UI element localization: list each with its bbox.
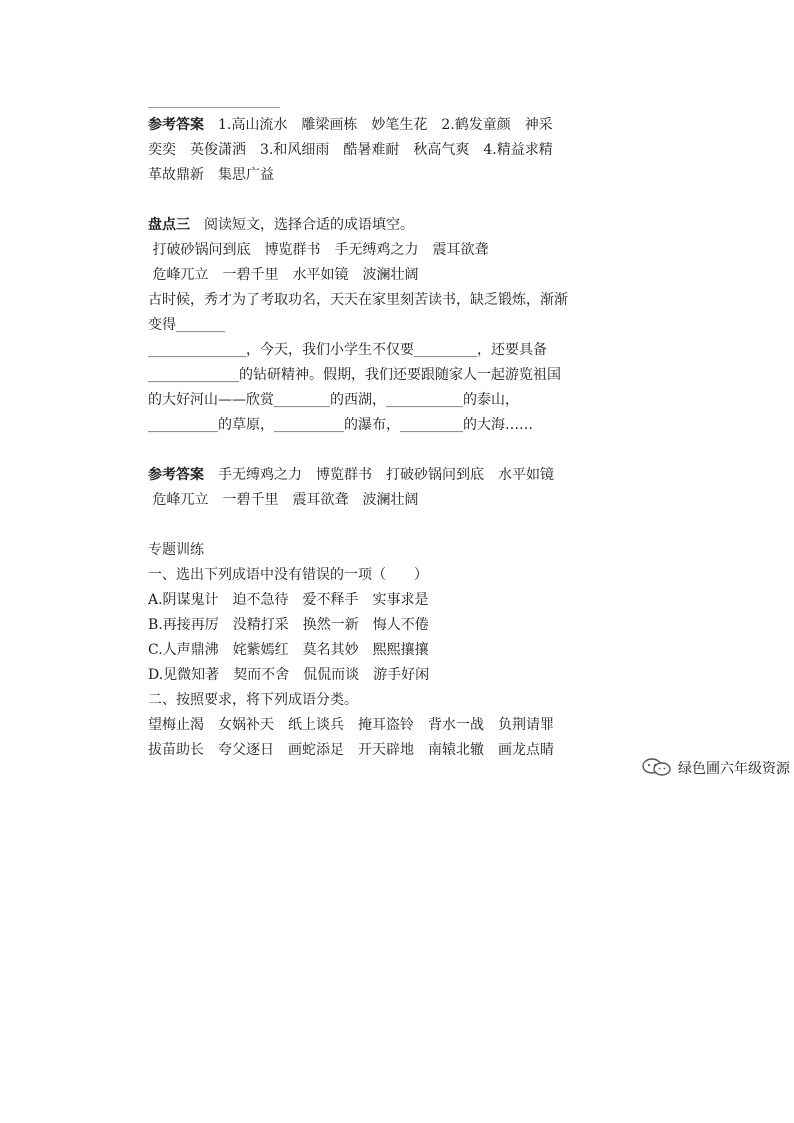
- document-body: [148, 113, 628, 763]
- answer2-label: 参考答案: [148, 467, 204, 483]
- idioms-line1: 望梅止渴 女娲补天 纸上谈兵 掩耳盗铃 背水一战 负荆请罪: [148, 717, 554, 733]
- training-title: 专题训练: [148, 542, 204, 558]
- passage-line: 的大好河山——欣赏________的西湖，___________的泰山，: [148, 392, 519, 408]
- idioms-line2: 拔苗助长 夸父逐日 画蛇添足 开天辟地 南辕北辙 画龙点睛: [148, 742, 554, 758]
- word-bank-line1: 打破砂锅问到底 博览群书 手无缚鸡之力 震耳欲聋: [148, 242, 489, 258]
- word-bank-line2: 危峰兀立 一碧千里 水平如镜 波澜壮阔: [148, 267, 419, 283]
- answer1-label: 参考答案: [148, 117, 204, 133]
- section3-label: 盘点三: [148, 217, 190, 233]
- question-2: 二、按照要求，将下列成语分类。: [148, 692, 358, 708]
- answer1-line3: 革故鼎新 集思广益: [148, 167, 274, 183]
- option-c: C.人声鼎沸 姹紫嫣红 莫名其妙 熙熙攘攘: [148, 642, 429, 658]
- answer2-line1: 参考答案 手无缚鸡之力 博览群书 打破砂锅问到底 水平如镜: [148, 467, 554, 483]
- answer1-line2: 奕奕 英俊潇洒 3.和风细雨 酷暑难耐 秋高气爽 4.精益求精: [148, 142, 553, 158]
- watermark-text: 绿色圃六年级资源: [678, 761, 790, 777]
- passage-line: 古时候，秀才为了考取功名，天天在家里刻苦读书，缺乏锻炼，渐渐: [148, 292, 568, 308]
- passage-line: __________的草原，__________的瀑布，_________的大海……: [148, 417, 533, 433]
- passage-line: _____________的钻研精神。假期，我们还要跟随家人一起游览祖国: [148, 367, 561, 383]
- option-b: B.再接再厉 没精打采 换然一新 悔人不倦: [148, 617, 429, 633]
- header-rule: [148, 107, 280, 108]
- question-1: 一、选出下列成语中没有错误的一项（ ）: [148, 567, 428, 583]
- passage-line: 变得_______: [148, 317, 225, 333]
- answer2-line2: 危峰兀立 一碧千里 震耳欲聋 波澜壮阔: [148, 492, 419, 508]
- section3-heading: 盘点三 阅读短文，选择合适的成语填空。: [148, 217, 414, 233]
- option-d: D.见微知著 契而不舍 侃侃而谈 游手好闲: [148, 667, 430, 683]
- passage-line: ______________，今天，我们小学生不仅要_________，还要具备: [148, 342, 547, 358]
- answer1-line1: 参考答案 1.高山流水 雕梁画栋 妙笔生花 2.鹤发童颜 神采: [148, 117, 553, 133]
- wechat-icon: [640, 757, 674, 777]
- option-a: A.阴谋鬼计 迫不急待 爱不释手 实事求是: [148, 592, 429, 608]
- watermark: [640, 757, 794, 781]
